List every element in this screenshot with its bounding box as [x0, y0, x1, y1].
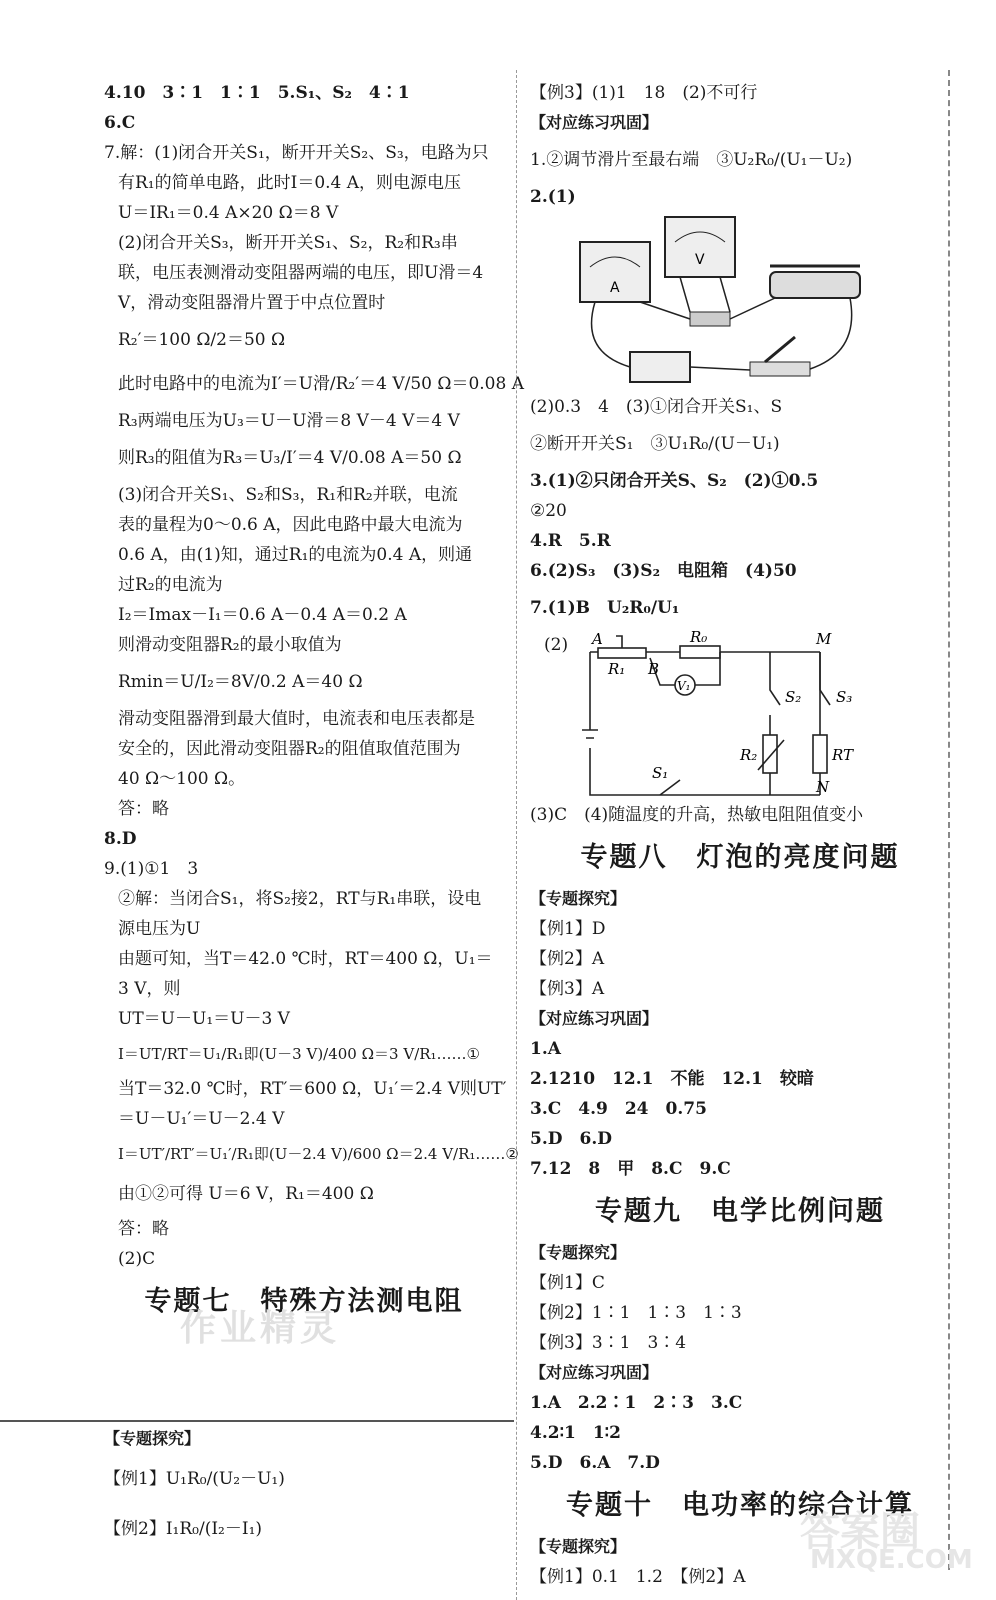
- answer-line: 3.(1)②只闭合开关S、S₂ (2)①0.5: [530, 471, 819, 491]
- section-tag: 【专题探究】: [530, 1243, 627, 1262]
- answer-line: 答：略: [118, 799, 169, 819]
- voltmeter: [665, 217, 735, 277]
- section-tag: 【对应练习巩固】: [530, 1363, 659, 1382]
- answer-line: 4.10 3∶1 1∶1 5.S₁、S₂ 4∶1: [104, 83, 410, 103]
- answer-line: 1.A 2.2∶1 2∶3 3.C: [530, 1393, 743, 1413]
- answer-line: 6.C: [104, 113, 136, 133]
- answer-line: 源电压为U: [118, 919, 201, 939]
- example-line: 【例1】U₁R₀/(U₂－U₁): [104, 1469, 285, 1489]
- formula-line: R₂′＝100 Ω/2＝50 Ω: [118, 330, 286, 350]
- left-column: [104, 78, 524, 1328]
- answer-line: 【例2】1∶1 1∶3 1∶3: [530, 1303, 742, 1323]
- circuit-label-R1: R₁: [608, 660, 626, 678]
- circuit-label-R2: R₂: [740, 746, 758, 764]
- answer-line: 9.(1)①1 3: [104, 859, 199, 879]
- right-column: [530, 78, 950, 1592]
- answer-line: 表的量程为0～0.6 A，因此电路中最大电流为: [118, 515, 463, 535]
- answer-line: 安全的，因此滑动变阻器R₂的阻值取值范围为: [118, 739, 461, 759]
- section-tag: 【专题探究】: [530, 889, 627, 908]
- section-tag: 【对应练习巩固】: [530, 1009, 659, 1028]
- answer-line: 1.A: [530, 1039, 561, 1059]
- answer-line: 5.D 6.D: [530, 1129, 612, 1149]
- circuit-label-S1: S₁: [652, 764, 669, 782]
- answer-line: 2.(1): [530, 187, 576, 207]
- answer-line: ②20: [530, 501, 567, 521]
- answer-line: 有R₁的简单电路，此时I＝0.4 A，则电源电压: [118, 173, 462, 193]
- answer-line: 当T＝32.0 ℃时，RT′＝600 Ω，U₁′＝2.4 V则UT′: [118, 1079, 507, 1099]
- answer-line: 【例3】A: [530, 979, 605, 999]
- answer-line: U＝IR₁＝0.4 A×20 Ω＝8 V: [118, 203, 339, 223]
- circuit-label-A: A: [592, 630, 603, 648]
- circuit-label-S2: S₂: [785, 688, 802, 706]
- answer-line: 滑动变阻器滑到最大值时，电流表和电压表都是: [118, 709, 475, 729]
- answer-line: 4.R 5.R: [530, 531, 611, 551]
- section-rule: [0, 1420, 514, 1422]
- circuit-block: [530, 630, 950, 800]
- example-line: 【例2】I₁R₀/(I₂－I₁): [104, 1519, 263, 1539]
- answer-line: (3)闭合开关S₁、S₂和S₃，R₁和R₂并联，电流: [118, 485, 458, 505]
- ammeter: [580, 242, 650, 302]
- formula-line: I＝UT/RT＝U₁/R₁即(U－3 V)/400 Ω＝3 V/R₁……①: [118, 1045, 481, 1063]
- answer-line: R₃两端电压为U₃＝U－U滑＝8 V－4 V＝4 V: [118, 411, 460, 431]
- answer-line: 8.D: [104, 829, 137, 849]
- voltmeter-label: V: [695, 252, 705, 268]
- apparatus-figure: [570, 212, 870, 392]
- answer-line: 7.12 8 甲 8.C 9.C: [530, 1159, 731, 1179]
- answer-line: 由题可知，当T＝42.0 ℃时，RT＝400 Ω，U₁＝: [118, 949, 493, 969]
- left-bottom: [104, 1424, 504, 1554]
- rheostat: [770, 266, 860, 298]
- ammeter-label: A: [610, 280, 620, 296]
- answer-line: (2)C: [118, 1249, 156, 1269]
- section-title: 专题七 特殊方法测电阻: [144, 1286, 464, 1317]
- section-title: 专题十 电功率的综合计算: [566, 1490, 914, 1521]
- answer-line: I₂＝Imax－I₁＝0.6 A－0.4 A＝0.2 A: [118, 605, 407, 625]
- answer-line: (2)闭合开关S₃，断开开关S₁、S₂，R₂和R₃串: [118, 233, 458, 253]
- answer-line: 【例1】0.1 1.2 【例2】A: [530, 1567, 746, 1587]
- answer-line: (2)0.3 4 (3)①闭合开关S₁、S: [530, 397, 783, 417]
- answer-line: 1.②调节滑片至最右端 ③U₂R₀/(U₁－U₂): [530, 150, 853, 170]
- answer-line: UT＝U－U₁＝U－3 V: [118, 1009, 290, 1029]
- circuit-label-N: N: [816, 778, 830, 796]
- formula-line: Rmin＝U/I₂＝8V/0.2 A＝40 Ω: [118, 672, 363, 692]
- formula-line: 由①②可得 U＝6 V，R₁＝400 Ω: [118, 1184, 374, 1204]
- formula-line: 此时电路中的电流为I′＝U滑/R₂′＝4 V/50 Ω＝0.08 A: [118, 374, 524, 394]
- answer-line: 2.1210 12.1 不能 12.1 较暗: [530, 1069, 814, 1089]
- formula-line: 则R₃的阻值为R₃＝U₃/I′＝4 V/0.08 A＝50 Ω: [118, 448, 462, 468]
- formula-line: I＝UT′/RT′＝U₁′/R₁即(U－2.4 V)/600 Ω＝2.4 V/R₁……②: [118, 1145, 519, 1163]
- circuit-label-M: M: [816, 630, 832, 648]
- answer-line: 40 Ω～100 Ω。: [118, 769, 246, 789]
- circuit-label-RT: RT: [832, 746, 854, 764]
- answer-line: 3.C 4.9 24 0.75: [530, 1099, 707, 1119]
- answer-line: 3 V，则: [118, 979, 181, 999]
- circuit-label-R0: R₀: [690, 630, 708, 646]
- circuit-label-B: B: [648, 660, 660, 678]
- watermark-url: MXQE.COM: [810, 1545, 973, 1575]
- section-tag: 【专题探究】: [530, 1537, 627, 1556]
- answer-line: V，滑动变阻器滑片置于中点位置时: [118, 293, 386, 313]
- answer-line: 【例3】(1)1 18 (2)不可行: [530, 83, 758, 103]
- answer-line: 联，电压表测滑动变阻器两端的电压，即U滑＝4: [118, 263, 484, 283]
- answer-line: (3)C (4)随温度的升高，热敏电阻阻值变小: [530, 805, 864, 825]
- battery: [630, 352, 690, 382]
- circuit-label-V1: V₁: [677, 679, 691, 693]
- circuit-part-label: (2): [544, 635, 569, 655]
- answer-line: 【例3】3∶1 3∶4: [530, 1333, 687, 1353]
- answer-line: 7.解：(1)闭合开关S₁，断开开关S₂、S₃，电路为只: [104, 143, 489, 163]
- answer-line: ②解：当闭合S₁，将S₂接2，RT与R₁串联，设电: [118, 889, 482, 909]
- answer-line: 【例2】A: [530, 949, 605, 969]
- answer-line: ＝U－U₁′＝U－2.4 V: [118, 1109, 285, 1129]
- column-divider: [516, 70, 518, 1600]
- circuit-label-S3: S₃: [836, 688, 853, 706]
- circuit-diagram: [580, 630, 880, 800]
- answer-line: 【例1】D: [530, 919, 606, 939]
- answer-line: 6.(2)S₃ (3)S₂ 电阻箱 (4)50: [530, 561, 797, 581]
- answer-line: 0.6 A，由(1)知，通过R₁的电流为0.4 A，则通: [118, 545, 473, 565]
- watermark-logo: 答案圈: [800, 1509, 920, 1555]
- answer-line: 【例1】C: [530, 1273, 605, 1293]
- answer-line: 5.D 6.A 7.D: [530, 1453, 660, 1473]
- section-tag: 【对应练习巩固】: [530, 113, 659, 132]
- switch: [750, 337, 810, 376]
- section-title: 专题八 灯泡的亮度问题: [580, 842, 900, 873]
- answer-line: 则滑动变阻器R₂的最小取值为: [118, 635, 342, 655]
- answer-line: 过R₂的电流为: [118, 575, 223, 595]
- section-tag: 【专题探究】: [104, 1429, 201, 1448]
- answer-line: ②断开开关S₁ ③U₁R₀/(U－U₁): [530, 434, 780, 454]
- answer-line: 答：略: [118, 1219, 169, 1239]
- resistor: [690, 312, 730, 326]
- section-title: 专题九 电学比例问题: [595, 1196, 885, 1227]
- answer-line: 7.(1)B U₂R₀/U₁: [530, 598, 680, 618]
- answer-line: 4.2∶1 1∶2: [530, 1423, 621, 1443]
- watermark-logo: 作业精灵: [180, 1308, 341, 1349]
